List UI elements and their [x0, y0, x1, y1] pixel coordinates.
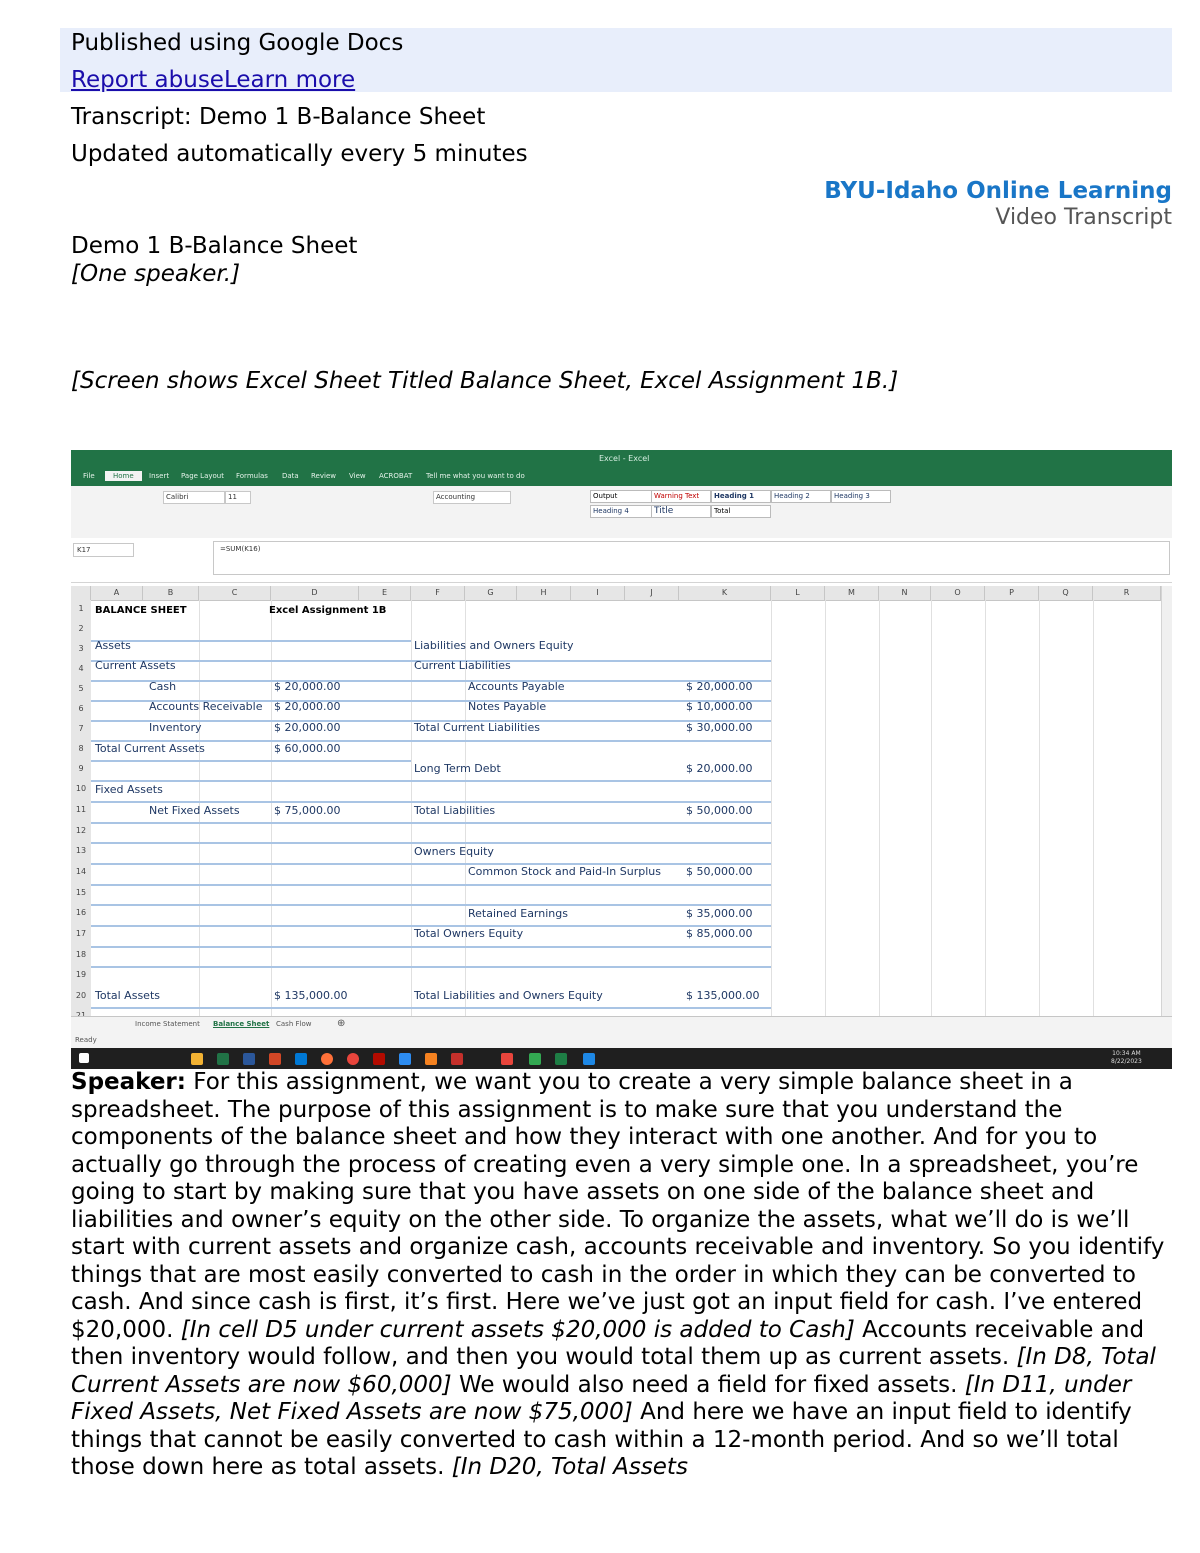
cell-border [91, 640, 411, 642]
style-heading-2[interactable]: Heading 2 [771, 490, 831, 503]
word-taskbar-icon[interactable] [243, 1053, 255, 1065]
taskbar-clock[interactable] [1111, 1050, 1142, 1066]
excel-title-bar [71, 450, 1172, 470]
speaker-count-note: [One speaker.] [71, 261, 241, 287]
vertical-scrollbar[interactable] [1161, 586, 1172, 1016]
cell-border [411, 740, 771, 742]
cell-f13[interactable]: Owners Equity [414, 845, 494, 858]
row-header[interactable]: 17 [71, 929, 91, 938]
cell-k6[interactable]: $ 10,000.00 [686, 700, 753, 713]
update-note: Updated automatically every 5 minutes [71, 141, 528, 167]
cell-g14[interactable]: Common Stock and Paid-In Surplus [468, 865, 661, 878]
row-header[interactable]: 9 [71, 764, 91, 773]
row-header[interactable]: 12 [71, 826, 91, 835]
ribbon-tab-insert[interactable]: Insert [149, 472, 170, 480]
cell-k9[interactable]: $ 20,000.00 [686, 762, 753, 775]
col-header-p[interactable]: P [985, 586, 1039, 600]
col-header-g[interactable]: G [465, 586, 517, 600]
grid-line [771, 600, 772, 1016]
ribbon-tab-home[interactable]: Home [105, 471, 142, 481]
sheet-tab-income-statement[interactable]: Income Statement [135, 1020, 200, 1028]
cell-border [91, 760, 411, 762]
style-heading-4[interactable]: Heading 4 [590, 505, 652, 518]
cell-g6[interactable]: Notes Payable [468, 700, 547, 713]
sheet-tab-balance-sheet[interactable]: Balance Sheet [213, 1020, 270, 1028]
col-header-q[interactable]: Q [1039, 586, 1093, 600]
formula-bar [71, 538, 1172, 583]
font-size-select[interactable]: 11 [225, 491, 251, 504]
grid-line [271, 600, 272, 1016]
row-header[interactable]: 5 [71, 684, 91, 693]
cell-border [91, 780, 411, 782]
cell-border [411, 946, 771, 948]
cell-b6[interactable]: Accounts Receivable [149, 700, 263, 713]
grid-line [825, 600, 826, 1016]
style-title[interactable]: Title [651, 505, 711, 518]
cell-border [91, 863, 411, 865]
cell-border [91, 884, 411, 886]
row-header[interactable]: 10 [71, 784, 91, 793]
ribbon-tab-view[interactable]: View [349, 472, 366, 480]
transcript-title: Transcript: Demo 1 B-Balance Sheet [71, 104, 486, 130]
status-text: Ready [75, 1036, 97, 1044]
col-header-j[interactable]: J [625, 586, 679, 600]
grid-line [931, 600, 932, 1016]
row-header[interactable]: 15 [71, 888, 91, 897]
cell-border [91, 680, 411, 682]
published-note: Published using Google Docs [71, 30, 404, 56]
ribbon-tab-formulas[interactable]: Formulas [236, 472, 268, 480]
vlc-taskbar-icon[interactable] [425, 1053, 437, 1065]
row-header[interactable]: 19 [71, 970, 91, 979]
cell-d5[interactable]: $ 20,000.00 [274, 680, 341, 693]
row-header[interactable]: 1 [71, 604, 91, 613]
cell-g5[interactable]: Accounts Payable [468, 680, 565, 693]
org-name: BYU-Idaho Online Learning [824, 178, 1172, 204]
row-header[interactable]: 20 [71, 991, 91, 1000]
app-taskbar-icon[interactable] [399, 1053, 411, 1065]
col-header-b[interactable]: B [143, 586, 199, 600]
cell-border [411, 780, 771, 782]
col-header-m[interactable]: M [825, 586, 879, 600]
cell-border [91, 720, 411, 722]
learn-more-link[interactable]: Learn more [223, 67, 356, 93]
grid-line [1093, 600, 1094, 1016]
transcript-text: Accounts receivable and then inventory would follow, and then you would total them up as current assets. [71, 1316, 1145, 1370]
screen-action-note: [In D11, under Fixed Assets, Net Fixed Assets are now $75,000] [71, 1371, 1132, 1425]
cell-border [91, 801, 411, 803]
tell-me-search[interactable]: Tell me what you want to do [426, 472, 525, 480]
cell-d20[interactable]: $ 135,000.00 [274, 989, 348, 1002]
excel-screenshot [71, 450, 1172, 1069]
sheet-tab-cash-flow[interactable]: Cash Flow [276, 1020, 312, 1028]
cell-border [411, 1007, 771, 1009]
col-header-d[interactable]: D [271, 586, 359, 600]
ribbon-tab-file[interactable]: File [83, 472, 95, 480]
status-bar [71, 1034, 1172, 1048]
publish-links [71, 65, 355, 95]
file-explorer-icon[interactable] [191, 1053, 203, 1065]
chrome-taskbar-icon[interactable] [347, 1053, 359, 1065]
cell-k14[interactable]: $ 50,000.00 [686, 865, 753, 878]
cell-border [91, 822, 411, 824]
cell-d8[interactable]: $ 60,000.00 [274, 742, 341, 755]
row-header[interactable]: 6 [71, 704, 91, 713]
transcript-body [71, 1069, 1181, 1482]
outlook-taskbar-icon[interactable] [295, 1053, 307, 1065]
clock-time: 10:34 AM [1112, 1050, 1141, 1057]
excel-ribbon [71, 486, 1172, 539]
row-header[interactable]: 13 [71, 846, 91, 855]
cell-a8[interactable]: Total Current Assets [95, 742, 205, 755]
add-sheet-icon[interactable]: ⊕ [337, 1018, 346, 1029]
row-header[interactable]: 4 [71, 664, 91, 673]
screen-action-note: [In cell D5 under current assets $20,000 is added to Cash] [180, 1316, 855, 1343]
select-all-corner[interactable] [71, 586, 91, 600]
row-header[interactable]: 3 [71, 644, 91, 653]
col-header-r[interactable]: R [1093, 586, 1161, 600]
cell-a4[interactable]: Current Assets [95, 659, 176, 672]
row-header[interactable]: 2 [71, 624, 91, 633]
formula-input[interactable]: =SUM(K16) [213, 541, 1170, 575]
cell-b7[interactable]: Inventory [149, 721, 202, 734]
cell-border [91, 1007, 411, 1009]
col-header-k[interactable]: K [679, 586, 771, 600]
powerpoint-taskbar-icon[interactable] [269, 1053, 281, 1065]
screen-action-note: [In D20, Total Assets [451, 1454, 688, 1480]
font-name-select[interactable]: Calibri [163, 491, 225, 504]
col-header-a[interactable]: A [91, 586, 143, 600]
cell-a3[interactable]: Assets [95, 639, 131, 652]
cell-border [411, 884, 771, 886]
ribbon-tab-data[interactable]: Data [282, 472, 299, 480]
row-header[interactable]: 16 [71, 908, 91, 917]
cell-k17[interactable]: $ 85,000.00 [686, 927, 753, 940]
transcript-text: We would also need a field for fixed assets. [451, 1371, 965, 1398]
cell-b5[interactable]: Cash [149, 680, 177, 693]
cell-k5[interactable]: $ 20,000.00 [686, 680, 753, 693]
col-header-f[interactable]: F [411, 586, 465, 600]
cell-f7[interactable]: Total Current Liabilities [414, 721, 540, 734]
cell-d7[interactable]: $ 20,000.00 [274, 721, 341, 734]
cell-k16[interactable]: $ 35,000.00 [686, 907, 753, 920]
cell-border [411, 904, 771, 906]
speaker-label: Speaker: [71, 1069, 186, 1095]
cell-border [411, 842, 771, 844]
grid-line [411, 600, 412, 1016]
screen-action-note: [In D8, Total Current Assets are now $60,000] [71, 1344, 1156, 1398]
col-header-l[interactable]: L [771, 586, 825, 600]
excel-window-title: Excel - Excel [599, 454, 650, 463]
style-heading-3[interactable]: Heading 3 [831, 490, 891, 503]
style-output[interactable]: Output [590, 490, 652, 503]
doc-title: Demo 1 B-Balance Sheet [71, 233, 358, 259]
grid-line [879, 600, 880, 1016]
app-taskbar-icon[interactable] [501, 1053, 513, 1065]
acrobat-taskbar-icon[interactable] [373, 1053, 385, 1065]
transcript-text: And here we have an input field to identify things that cannot be easily converted to cash within a 12-month period. And so we’ll total those down here as total assets. [71, 1399, 1132, 1480]
cell-a10[interactable]: Fixed Assets [95, 783, 163, 796]
cell-k20[interactable]: $ 135,000.00 [686, 989, 760, 1002]
name-box[interactable]: K17 [73, 543, 134, 557]
cell-border [91, 904, 411, 906]
number-format-select[interactable]: Accounting [433, 491, 511, 504]
windows-start-icon[interactable] [79, 1053, 89, 1063]
cell-k11[interactable]: $ 50,000.00 [686, 804, 753, 817]
cell-border [411, 966, 771, 968]
cell-a1[interactable]: BALANCE SHEET [95, 605, 187, 616]
cell-k7[interactable]: $ 30,000.00 [686, 721, 753, 734]
cell-f9[interactable]: Long Term Debt [414, 762, 501, 775]
cell-f20[interactable]: Total Liabilities and Owners Equity [414, 989, 603, 1002]
style-warning-text[interactable]: Warning Text [651, 490, 711, 503]
row-header[interactable]: 11 [71, 805, 91, 814]
col-header-n[interactable]: N [879, 586, 931, 600]
windows-taskbar [71, 1048, 1172, 1069]
row-header[interactable]: 8 [71, 744, 91, 753]
app-taskbar-icon[interactable] [583, 1053, 595, 1065]
app-taskbar-icon[interactable] [529, 1053, 541, 1065]
cell-g16[interactable]: Retained Earnings [468, 907, 568, 920]
ribbon-tab-page-layout[interactable]: Page Layout [181, 472, 224, 480]
excel-ribbon-tabs [71, 470, 1172, 486]
app-taskbar-icon[interactable] [451, 1053, 463, 1065]
row-header[interactable]: 18 [71, 950, 91, 959]
firefox-taskbar-icon[interactable] [321, 1053, 333, 1065]
column-headers [71, 586, 1161, 601]
screen-description: [Screen shows Excel Sheet Titled Balance Sheet, Excel Assignment 1B.] [71, 368, 899, 394]
col-header-o[interactable]: O [931, 586, 985, 600]
cell-border [91, 966, 411, 968]
style-heading-1[interactable]: Heading 1 [711, 490, 771, 503]
cell-d1[interactable]: Excel Assignment 1B [269, 605, 387, 616]
sheet-tab-bar [71, 1016, 1172, 1035]
excel-taskbar-icon[interactable] [217, 1053, 229, 1065]
cell-border [411, 801, 771, 803]
style-total[interactable]: Total [711, 505, 771, 518]
col-header-c[interactable]: C [199, 586, 271, 600]
cell-border [91, 925, 411, 927]
ribbon-tab-acrobat[interactable]: ACROBAT [379, 472, 413, 480]
cell-d11[interactable]: $ 75,000.00 [274, 804, 341, 817]
app-taskbar-icon[interactable] [555, 1053, 567, 1065]
grid-line [1039, 600, 1040, 1016]
cell-border [91, 946, 411, 948]
cell-border [411, 822, 771, 824]
report-abuse-link[interactable]: Report abuse [71, 67, 224, 93]
ribbon-tab-review[interactable]: Review [311, 472, 336, 480]
cell-border [91, 842, 411, 844]
cell-d6[interactable]: $ 20,000.00 [274, 700, 341, 713]
row-header[interactable]: 7 [71, 724, 91, 733]
cell-b11[interactable]: Net Fixed Assets [149, 804, 240, 817]
col-header-e[interactable]: E [359, 586, 411, 600]
clock-date: 8/22/2023 [1111, 1058, 1142, 1065]
cell-f3[interactable]: Liabilities and Owners Equity [414, 639, 574, 652]
col-header-h[interactable]: H [517, 586, 571, 600]
org-subtitle: Video Transcript [995, 205, 1172, 230]
col-header-i[interactable]: I [571, 586, 625, 600]
cell-f17[interactable]: Total Owners Equity [414, 927, 524, 940]
cell-a20[interactable]: Total Assets [95, 989, 160, 1002]
grid-line [985, 600, 986, 1016]
cell-f4[interactable]: Current Liabilities [414, 659, 511, 672]
org-header [824, 177, 1172, 231]
row-header[interactable]: 14 [71, 867, 91, 876]
cell-f11[interactable]: Total Liabilities [414, 804, 496, 817]
transcript-text: For this assignment, we want you to create a very simple balance sheet in a spreadsheet. The purpose of this assignment is to make sure that you understand the components of the balance sheet and how they interact with one another. And for you to actually go through the process of creating even a very simple one. In a spreadsheet, you’re going to start by making sure that you have assets on one side of the balance sheet and liabilities and owner’s equity on the other side. To organize the assets, what we’ll do is we’ll start with current assets and organize cash, accounts receivable and inventory. So you identify things that are most easily converted to cash in the order in which they can be converted to cash. And since cash is first, it’s first. Here we’ve just got an input field for cash. I’ve entered $20,000. [71, 1069, 1165, 1343]
